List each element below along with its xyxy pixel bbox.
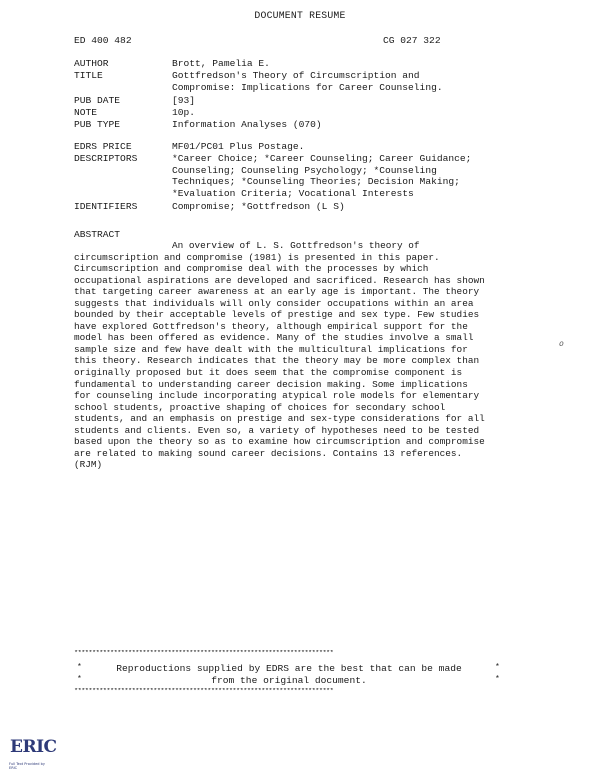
- abstract-body: An overview of L. S. Gottfredson's theory of circumscription and compromise (1981) is presented in this paper. Circumscription and compromise deal with the processes by which occupational aspirations are developed and sacrificed. Research has shown that targeting career awareness at an early age is important. The theory suggests that individuals will only consider occupations within an area bounded by their acceptable levels of prestige and sex type. Few studies have explored Gottfredson's theory, although empirical support for the model has been offered as evidence. Many of the studies involve a small sample size and few have dealt with the multicultural implications for this theory. Research indicates that the theory may be more complex than originally proposed but it does seem that the compromise component is fundamental to understanding career decision making. Some implications for counseling include incorporating atypical role models for elementary school students, proactive shaping of choices for secondary school students, and an emphasis on prestige and sex-type considerations for all students and clients. Even so, a variety of hypotheses need to be tested based upon the theory so as to examine how circumscription and compromise are related to making sound career decisions. Contains 13 references. (RJM): [74, 240, 485, 471]
- edrs-price-value: MF01/PC01 Plus Postage.: [172, 141, 305, 152]
- cg-number: CG 027 322: [383, 35, 441, 46]
- descriptors-label: DESCRIPTORS: [74, 153, 138, 164]
- note-label: NOTE: [74, 107, 98, 118]
- margin-mark: o: [559, 340, 564, 349]
- reproduction-line-2: from the original document.: [211, 675, 367, 686]
- star-right-1: *: [495, 663, 500, 672]
- edrs-price-label: EDRS PRICE: [74, 141, 132, 152]
- identifiers-value: Compromise; *Gottfredson (L S): [172, 201, 345, 212]
- reproduction-line-1: Reproductions supplied by EDRS are the best that can be made: [116, 663, 462, 674]
- document-title: DOCUMENT RESUME: [254, 10, 346, 21]
- author-label: AUTHOR: [74, 58, 109, 69]
- title-label: TITLE: [74, 70, 103, 81]
- pub-date-label: PUB DATE: [74, 95, 121, 106]
- eric-logo: [8, 737, 57, 772]
- star-right-2: *: [495, 675, 500, 684]
- pub-type-value: Information Analyses (070): [172, 119, 322, 130]
- star-border-bottom: ************************************************************************: [74, 688, 334, 696]
- star-border-top: ************************************************************************: [74, 650, 334, 658]
- author-value: Brott, Pamelia E.: [172, 58, 270, 69]
- eric-logo-subtitle: Full Text Provided by ERIC: [9, 762, 45, 770]
- ed-number: ED 400 482: [74, 35, 132, 46]
- identifiers-label: IDENTIFIERS: [74, 201, 138, 212]
- eric-logo-word: ERIC: [10, 737, 57, 757]
- abstract-heading: ABSTRACT: [74, 229, 121, 240]
- pub-type-label: PUB TYPE: [74, 119, 121, 130]
- star-left-2: *: [77, 675, 82, 684]
- star-left-1: *: [77, 663, 82, 672]
- note-value: 10p.: [172, 107, 196, 118]
- title-value: Gottfredson's Theory of Circumscription and Compromise: Implications for Career Counseling.: [172, 70, 443, 93]
- descriptors-value: *Career Choice; *Career Counseling; Career Guidance; Counseling; Counseling Psychology; *Counseling Techniques; *Counseling Theories; Decision Making; *Evaluation Criteria; Vocational Interests: [172, 153, 472, 199]
- pub-date-value: [93]: [172, 95, 196, 106]
